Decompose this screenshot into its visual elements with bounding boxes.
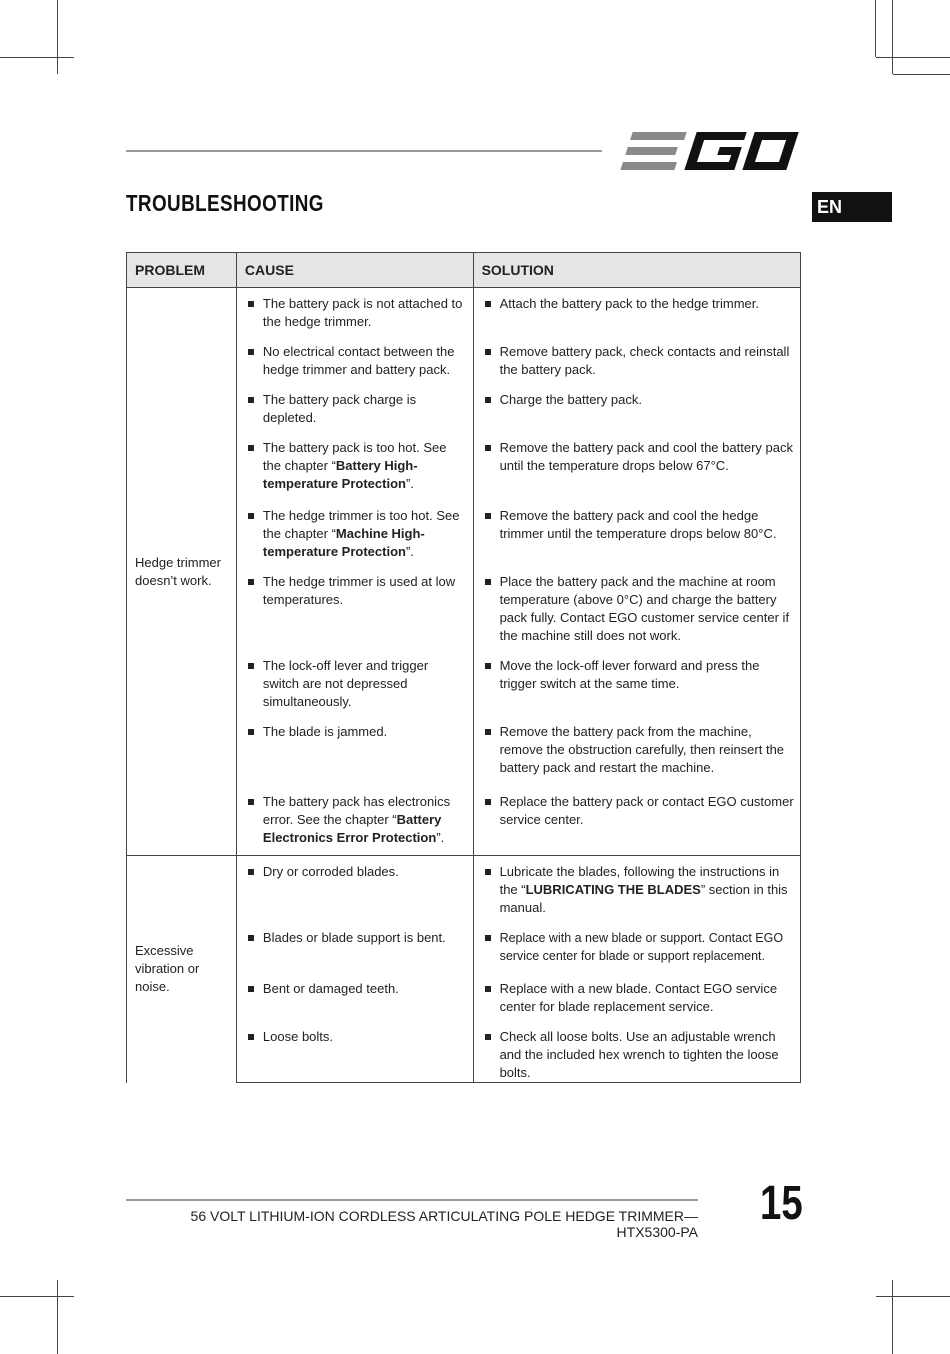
- language-badge: EN: [812, 192, 892, 222]
- solution-item: Remove the battery pack from the machine, remove the obstruction carefully, then reinsert the battery pack and restart the machine.: [474, 723, 800, 777]
- cause-item: The hedge trimmer is used at low temperatures.: [237, 573, 473, 609]
- table-row: [127, 288, 801, 344]
- table-row: [127, 856, 801, 930]
- header-rule: [126, 150, 602, 152]
- solution-item: Move the lock-off lever forward and press the trigger switch at the same time.: [474, 657, 800, 693]
- solution-item: Remove the battery pack and cool the battery pack until the temperature drops below 67°C.: [474, 439, 800, 475]
- column-header-problem: PROBLEM: [127, 253, 237, 288]
- cause-item: Bent or damaged teeth.: [237, 980, 473, 998]
- cause-item: The battery pack has electronics error. See the chapter “Battery Electronics Error Protection”.: [237, 793, 473, 847]
- cause-item: The lock-off lever and trigger switch are not depressed simultaneously.: [237, 657, 473, 711]
- page-number: 15: [760, 1177, 803, 1230]
- footer-product-title: 56 VOLT LITHIUM-ION CORDLESS ARTICULATING POLE HEDGE TRIMMER— HTX5300-PA: [190, 1208, 698, 1240]
- solution-item: Remove the battery pack and cool the hedge trimmer until the temperature drops below 80°C.: [474, 507, 800, 543]
- cause-item: The battery pack is not attached to the hedge trimmer.: [237, 295, 473, 331]
- footer-rule: [126, 1199, 698, 1201]
- solution-item: Place the battery pack and the machine at room temperature (above 0°C) and charge the battery pack fully. Contact EGO customer service center if the machine still does not work.: [474, 573, 800, 645]
- crop-mark: [876, 57, 950, 58]
- cause-item: The hedge trimmer is too hot. See the chapter “Machine High-temperature Protection”.: [237, 507, 473, 561]
- crop-mark: [0, 57, 74, 58]
- solution-item: Remove battery pack, check contacts and reinstall the battery pack.: [474, 343, 800, 379]
- cause-item: Loose bolts.: [237, 1028, 473, 1046]
- solution-item: Attach the battery pack to the hedge trimmer.: [474, 295, 800, 313]
- troubleshooting-table: [126, 252, 801, 1083]
- crop-mark: [875, 0, 876, 57]
- crop-mark: [892, 0, 893, 74]
- problem-cell: Hedge trimmer doesn’t work.: [127, 288, 237, 856]
- crop-mark: [0, 1296, 74, 1297]
- cause-item: The blade is jammed.: [237, 723, 473, 741]
- cause-item: The battery pack charge is depleted.: [237, 391, 473, 427]
- problem-cell: Excessive vibration or noise.: [127, 856, 237, 1083]
- solution-item: Replace the battery pack or contact EGO customer service center.: [474, 793, 800, 829]
- cause-item: Dry or corroded blades.: [237, 863, 473, 881]
- crop-mark: [892, 1280, 893, 1354]
- crop-mark: [876, 1296, 950, 1297]
- solution-item: Check all loose bolts. Use an adjustable wrench and the included hex wrench to tighten the loose bolts.: [474, 1028, 800, 1082]
- solution-item: Lubricate the blades, following the instructions in the “LUBRICATING THE BLADES” section in this manual.: [474, 863, 800, 917]
- table-header-row: [127, 253, 801, 288]
- crop-mark: [57, 0, 58, 74]
- column-header-solution: SOLUTION: [473, 253, 800, 288]
- solution-item: Charge the battery pack.: [474, 391, 800, 409]
- cause-item: No electrical contact between the hedge trimmer and battery pack.: [237, 343, 473, 379]
- column-header-cause: CAUSE: [236, 253, 473, 288]
- crop-mark: [893, 74, 950, 75]
- solution-item: Replace with a new blade. Contact EGO service center for blade replacement service.: [474, 980, 800, 1016]
- cause-item: The battery pack is too hot. See the chapter “Battery High-temperature Protection”.: [237, 439, 473, 493]
- crop-mark: [57, 1280, 58, 1354]
- cause-item: Blades or blade support is bent.: [237, 929, 473, 947]
- page-title: TROUBLESHOOTING: [126, 190, 324, 216]
- solution-item: Replace with a new blade or support. Contact EGO service center for blade or support replacement.: [474, 929, 800, 965]
- ego-logo: [616, 128, 800, 174]
